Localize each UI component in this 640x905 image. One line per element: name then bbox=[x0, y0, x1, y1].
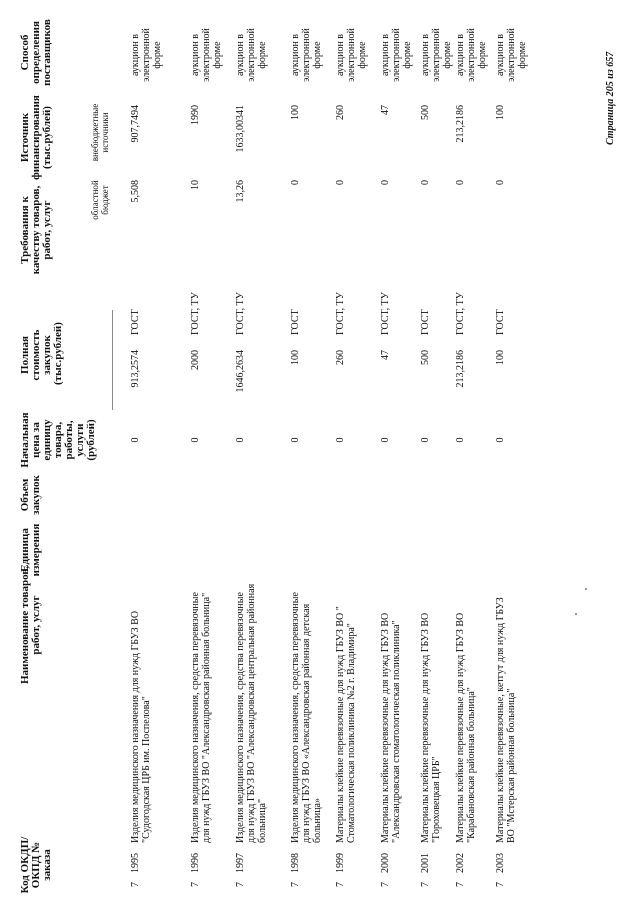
row-regional: 5,508 bbox=[130, 180, 141, 203]
row-code: 7 bbox=[235, 882, 246, 887]
row-extra: 1990 bbox=[190, 105, 201, 125]
header-code: Код ОКДП/ ОКПД № заказа bbox=[19, 836, 53, 894]
row-method: аукцион в электронной форме bbox=[380, 28, 413, 82]
row-total: 100 bbox=[290, 350, 301, 365]
header-price: Начальная цена за единицу товара, работы, услуги (рублей) bbox=[19, 412, 97, 468]
row-number: 2002 bbox=[455, 853, 466, 873]
header-src-extra: внебюджетные источники bbox=[90, 103, 110, 162]
row-code: 7 bbox=[380, 882, 391, 887]
row-code: 7 bbox=[495, 882, 506, 887]
row-total: 500 bbox=[420, 350, 431, 365]
row-method: аукцион в электронной форме bbox=[420, 28, 453, 82]
row-code: 7 bbox=[420, 882, 431, 887]
row-method: аукцион в электронной форме bbox=[335, 28, 368, 82]
row-name: Изделия медицинского назначения, средства перевязочные для нужд ГБУЗ ВО "Александровская районная больница" bbox=[190, 592, 212, 843]
row-total: 913,2574 bbox=[130, 350, 141, 388]
row-total: 260 bbox=[335, 350, 346, 365]
row-number: 2001 bbox=[420, 853, 431, 873]
row-number: 2000 bbox=[380, 853, 391, 873]
row-price: 0 bbox=[335, 437, 346, 443]
row-regional: 0 bbox=[290, 180, 301, 185]
row-price: 0 bbox=[235, 437, 246, 443]
row-requirements: ГОСТ, ТУ bbox=[380, 292, 391, 335]
header-sources: Источник финансирования (тыс.рублей) bbox=[19, 95, 53, 180]
row-requirements: ГОСТ bbox=[420, 309, 431, 335]
row-name: Изделия медицинского назначения для нужд ГБУЗ ВО "Судогодская ЦРБ им. Поспелова" bbox=[130, 610, 152, 843]
row-code: 7 bbox=[455, 882, 466, 887]
row-extra: 907,7494 bbox=[130, 105, 141, 143]
header-requirements: Требования к качеству товаров, работ, услуг bbox=[19, 185, 53, 275]
row-price: 0 bbox=[130, 437, 141, 443]
row-code: 7 bbox=[290, 882, 301, 887]
header-method: Способ определения поставщиков bbox=[19, 19, 53, 86]
row-regional: 0 bbox=[335, 180, 346, 185]
row-total: 100 bbox=[495, 350, 506, 365]
row-regional: 13,26 bbox=[235, 180, 246, 203]
page-number: Страница 205 из 657 bbox=[605, 51, 616, 145]
row-method: аукцион в электронной форме bbox=[190, 28, 223, 82]
row-extra: 100 bbox=[495, 105, 506, 120]
row-requirements: ГОСТ bbox=[290, 309, 301, 335]
row-method: аукцион в электронной форме bbox=[455, 28, 488, 82]
row-name: Материалы клейкие перевязочные для нужд ГБУЗ ВО " Стоматологическая поликлиника №2 г. Владимира" bbox=[335, 606, 357, 843]
row-requirements: ГОСТ bbox=[130, 309, 141, 335]
header-src-regional: областной бюджет bbox=[90, 180, 110, 220]
header-divider bbox=[112, 310, 113, 410]
row-requirements: ГОСТ, ТУ bbox=[235, 292, 246, 335]
row-method: аукцион в электронной форме bbox=[495, 28, 528, 82]
row-requirements: ГОСТ, ТУ bbox=[190, 292, 201, 335]
row-regional: 0 bbox=[455, 180, 466, 185]
row-method: аукцион в электронной форме bbox=[290, 28, 323, 82]
row-name: Изделия медицинского назначения, средства перевязочные для нужд ГБУЗ ВО «Александровская районная детская больница» bbox=[290, 592, 323, 843]
row-code: 7 bbox=[190, 882, 201, 887]
row-price: 0 bbox=[420, 437, 431, 443]
row-price: 0 bbox=[290, 437, 301, 443]
scan-speck bbox=[575, 613, 577, 615]
row-method: аукцион в электронной форме bbox=[235, 28, 268, 82]
header-volume: Объем закупок bbox=[19, 475, 42, 515]
header-total: Полная стоимость закупок (тыс.рублей) bbox=[19, 322, 64, 385]
row-code: 7 bbox=[335, 882, 346, 887]
row-name: Материалы клейкие перевязочные для нужд ГБУЗ ВО "Гороховецкая ЦРБ" bbox=[420, 612, 442, 843]
row-code: 7 bbox=[130, 882, 141, 887]
row-extra: 500 bbox=[420, 105, 431, 120]
row-method: аукцион в электронной форме bbox=[130, 28, 163, 82]
header-name: Наименование товаров, работ, услуг bbox=[19, 565, 42, 685]
row-total: 213,2186 bbox=[455, 350, 466, 388]
row-regional: 0 bbox=[380, 180, 391, 185]
row-price: 0 bbox=[495, 437, 506, 443]
row-extra: 1633,00341 bbox=[235, 105, 246, 153]
scan-speck bbox=[585, 588, 587, 590]
row-name: Материалы клейкие перевязочные для нужд ГБУЗ ВО "Александровская стоматологическая поликлиника" bbox=[380, 612, 402, 843]
row-total: 47 bbox=[380, 350, 391, 360]
row-regional: 0 bbox=[495, 180, 506, 185]
row-number: 2003 bbox=[495, 853, 506, 873]
row-price: 0 bbox=[455, 437, 466, 443]
row-extra: 47 bbox=[380, 105, 391, 115]
row-total: 2000 bbox=[190, 350, 201, 370]
row-name: Изделия медицинского назначения, средства перевязочные для нужд ГБУЗ ВО "Александровская центральная районная больница" bbox=[235, 583, 268, 843]
row-price: 0 bbox=[190, 437, 201, 443]
row-number: 1995 bbox=[130, 853, 141, 873]
row-price: 0 bbox=[380, 437, 391, 443]
row-extra: 213,2186 bbox=[455, 105, 466, 143]
row-number: 1996 bbox=[190, 853, 201, 873]
row-extra: 100 bbox=[290, 105, 301, 120]
row-requirements: ГОСТ bbox=[495, 309, 506, 335]
row-name: Материалы клейкие перевязочные, кетгут для нужд ГБУЗ ВО "Мстерская районная больница" bbox=[495, 597, 517, 843]
row-extra: 260 bbox=[335, 105, 346, 120]
row-number: 1999 bbox=[335, 853, 346, 873]
row-regional: 0 bbox=[420, 180, 431, 185]
row-total: 1646,2634 bbox=[235, 350, 246, 393]
row-number: 1997 bbox=[235, 853, 246, 873]
row-regional: 10 bbox=[190, 180, 201, 190]
row-number: 1998 bbox=[290, 853, 301, 873]
row-name: Материалы клейкие перевязочные для нужд ГБУЗ ВО "Карабановская районная больница" bbox=[455, 612, 477, 843]
row-requirements: ГОСТ, ТУ bbox=[455, 292, 466, 335]
header-unit: Единица измерения bbox=[19, 523, 42, 577]
row-requirements: ГОСТ, ТУ bbox=[335, 292, 346, 335]
